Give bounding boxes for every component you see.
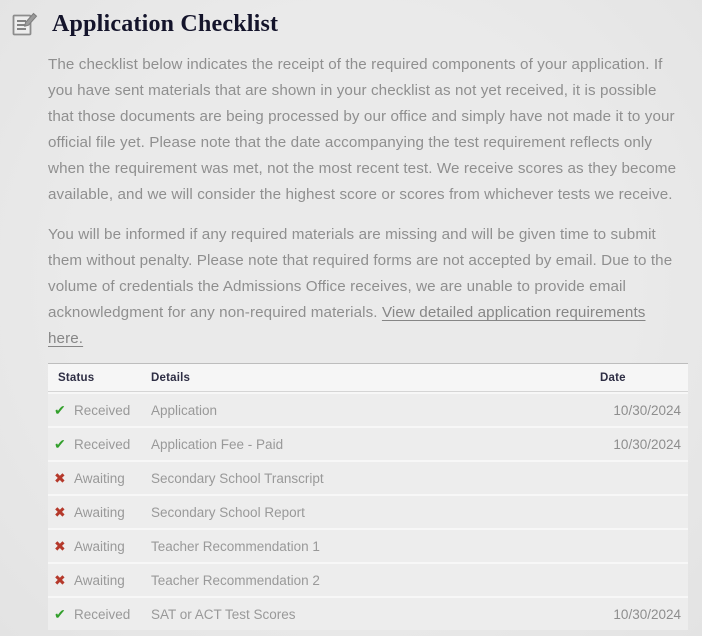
table-row [48, 596, 688, 630]
status-cell [48, 437, 151, 452]
details-cell: Teacher Recommendation 2 [151, 572, 320, 588]
status-cell [48, 539, 151, 554]
status-label: Received [74, 606, 131, 622]
status-label: Received [74, 402, 131, 418]
check-icon [54, 607, 71, 621]
details-cell: Application Fee - Paid [151, 436, 284, 452]
table-row [48, 528, 688, 562]
status-cell [48, 573, 151, 588]
cross-icon [54, 505, 71, 519]
date-cell: 10/30/2024 [613, 606, 681, 622]
status-label: Awaiting [74, 470, 125, 486]
date-cell: 10/30/2024 [613, 436, 681, 452]
details-cell: Secondary School Transcript [151, 470, 324, 486]
status-cell [48, 607, 151, 622]
table-row [48, 494, 688, 528]
document-edit-icon [10, 10, 39, 39]
details-cell: SAT or ACT Test Scores [151, 606, 296, 622]
cross-icon [54, 539, 71, 553]
table-row [48, 392, 688, 426]
details-cell: Teacher Recommendation 1 [151, 538, 320, 554]
intro-text [48, 52, 680, 352]
date-cell: 10/30/2024 [613, 402, 681, 418]
column-header-status: Status [58, 371, 95, 384]
table-row [48, 562, 688, 596]
status-label: Awaiting [74, 572, 125, 588]
intro-paragraph-2-text: You will be informed if any required materials are missing and will be given time to submit them without penalty. Please note that required forms are not accepted by email. Due to the volume of credentials the Admissions Office receives, we are unable to provide email acknowledgment for any non-required materials. [48, 226, 673, 321]
details-cell: Application [151, 402, 218, 418]
status-cell [48, 471, 151, 486]
status-cell [48, 403, 151, 418]
page-header [10, 8, 672, 40]
status-label: Awaiting [74, 538, 125, 554]
status-label: Awaiting [74, 504, 125, 520]
page-title: Application Checklist [52, 10, 279, 37]
status-label: Received [74, 436, 131, 452]
cross-icon [54, 471, 71, 485]
intro-paragraph-1: The checklist below indicates the receipt of the required components of your application. If you have sent materials that are shown in your checklist as not yet received, it is possible that those documents are being processed by our office and simply have not made it to your official file yet. Please note that the date accompanying the test requirement reflects only when the requirement was met, not the most recent test. We receive scores as they become available, and we will consider the highest score or scores from whichever tests we receive. [48, 56, 677, 203]
detailed-requirements-link[interactable]: View detailed application requirements here. [48, 304, 646, 347]
table-row [48, 460, 688, 494]
details-cell: Secondary School Report [151, 504, 305, 520]
checklist-table [48, 363, 688, 630]
check-icon [54, 403, 71, 417]
table-header-row [48, 364, 688, 392]
table-row [48, 426, 688, 460]
column-header-date: Date [600, 371, 626, 384]
check-icon [54, 437, 71, 451]
cross-icon [54, 573, 71, 587]
status-cell [48, 505, 151, 520]
column-header-details: Details [151, 371, 191, 384]
intro-paragraph-2 [48, 222, 680, 352]
